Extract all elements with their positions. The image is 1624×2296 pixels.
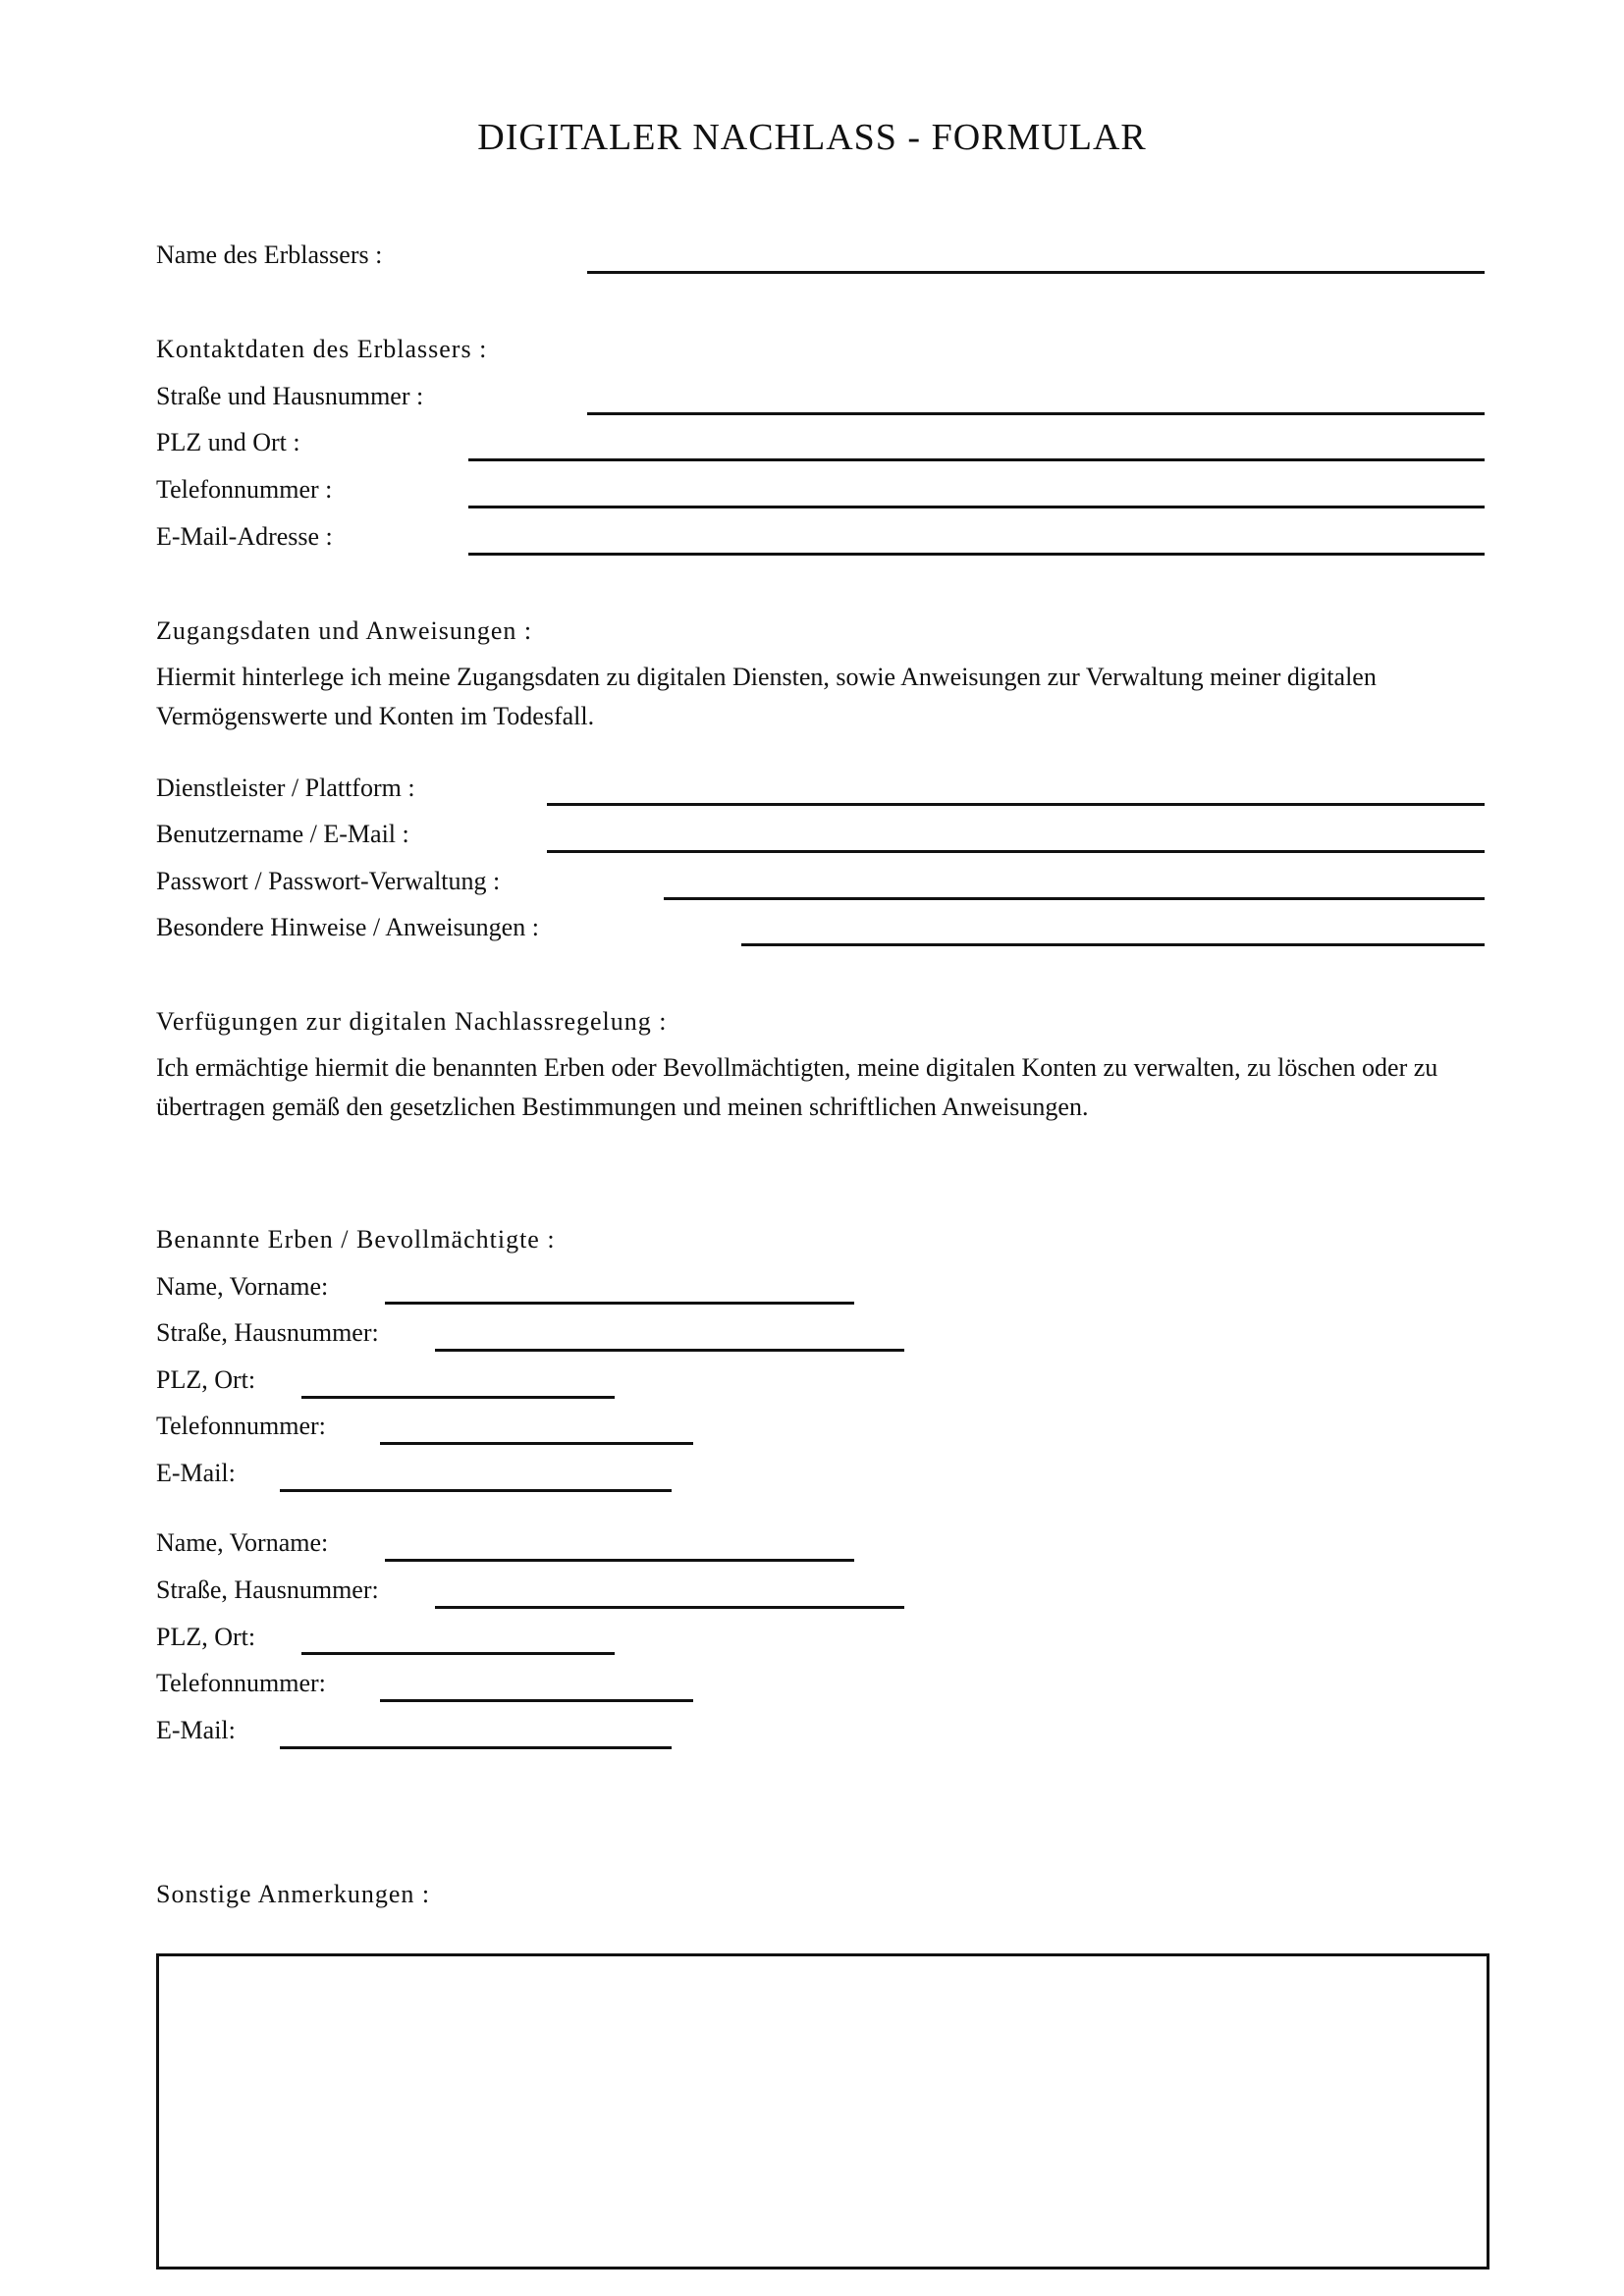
heirs-section-heading: Benannte Erben / Bevollmächtigte : bbox=[156, 1225, 556, 1254]
heir-2-plz-field[interactable] bbox=[301, 1652, 615, 1655]
testator-name-field[interactable] bbox=[587, 271, 1485, 274]
password-field[interactable] bbox=[664, 897, 1485, 900]
provider-label: Dienstleister / Plattform : bbox=[156, 774, 415, 802]
heir-2-email-label: E-Mail: bbox=[156, 1716, 236, 1744]
heir-1-email-label: E-Mail: bbox=[156, 1459, 236, 1487]
testator-street-field[interactable] bbox=[587, 412, 1485, 415]
testator-street-label: Straße und Hausnummer : bbox=[156, 382, 424, 410]
username-label: Benutzername / E-Mail : bbox=[156, 820, 409, 848]
username-field[interactable] bbox=[547, 850, 1485, 853]
heir-2-street-label: Straße, Hausnummer: bbox=[156, 1575, 379, 1604]
heir-1-name-field[interactable] bbox=[385, 1302, 854, 1305]
testator-phone-label: Telefonnummer : bbox=[156, 475, 333, 504]
heir-2-email-field[interactable] bbox=[280, 1746, 672, 1749]
disposition-section-heading: Verfügungen zur digitalen Nachlassregelung : bbox=[156, 1007, 668, 1036]
heir-2-name-field[interactable] bbox=[385, 1559, 854, 1562]
testator-plz-label: PLZ und Ort : bbox=[156, 428, 300, 456]
testator-phone-field[interactable] bbox=[468, 506, 1485, 508]
testator-name-label: Name des Erblassers : bbox=[156, 240, 383, 269]
heir-1-plz-field[interactable] bbox=[301, 1396, 615, 1399]
access-paragraph: Hiermit hinterlege ich meine Zugangsdaten zu digitalen Diensten, sowie Anweisungen zur Verwaltung meiner digitalen Vermögenswerte und Konten im Todesfall. bbox=[156, 663, 1377, 730]
heir-1-street-label: Straße, Hausnummer: bbox=[156, 1318, 379, 1347]
testator-plz-field[interactable] bbox=[468, 458, 1485, 461]
heir-1-street-field[interactable] bbox=[435, 1349, 904, 1352]
remarks-textarea[interactable] bbox=[156, 1953, 1489, 2269]
disposition-paragraph: Ich ermächtige hiermit die benannten Erben oder Bevollmächtigten, meine digitalen Konten zu verwalten, zu löschen oder zu übertragen gemäß den gesetzlichen Bestimmungen und meinen schriftlichen Anweisungen. bbox=[156, 1053, 1438, 1121]
page-title: DIGITALER NACHLASS - FORMULAR bbox=[477, 117, 1147, 158]
testator-email-label: E-Mail-Adresse : bbox=[156, 522, 333, 551]
remarks-section-heading: Sonstige Anmerkungen : bbox=[156, 1880, 431, 1908]
heir-1-phone-field[interactable] bbox=[380, 1442, 693, 1445]
access-section-heading: Zugangsdaten und Anweisungen : bbox=[156, 616, 533, 645]
heir-2-phone-label: Telefonnummer: bbox=[156, 1669, 326, 1697]
heir-2-street-field[interactable] bbox=[435, 1606, 904, 1609]
heir-2-plz-label: PLZ, Ort: bbox=[156, 1623, 256, 1651]
testator-email-field[interactable] bbox=[468, 553, 1485, 556]
notes-field[interactable] bbox=[741, 943, 1485, 946]
heir-2-name-label: Name, Vorname: bbox=[156, 1528, 329, 1557]
password-label: Passwort / Passwort-Verwaltung : bbox=[156, 867, 501, 895]
heir-2-phone-field[interactable] bbox=[380, 1699, 693, 1702]
provider-field[interactable] bbox=[547, 803, 1485, 806]
heir-1-phone-label: Telefonnummer: bbox=[156, 1412, 326, 1440]
contact-section-heading: Kontaktdaten des Erblassers : bbox=[156, 335, 488, 363]
notes-label: Besondere Hinweise / Anweisungen : bbox=[156, 913, 539, 941]
heir-1-email-field[interactable] bbox=[280, 1489, 672, 1492]
heir-1-plz-label: PLZ, Ort: bbox=[156, 1365, 256, 1394]
heir-1-name-label: Name, Vorname: bbox=[156, 1272, 329, 1301]
